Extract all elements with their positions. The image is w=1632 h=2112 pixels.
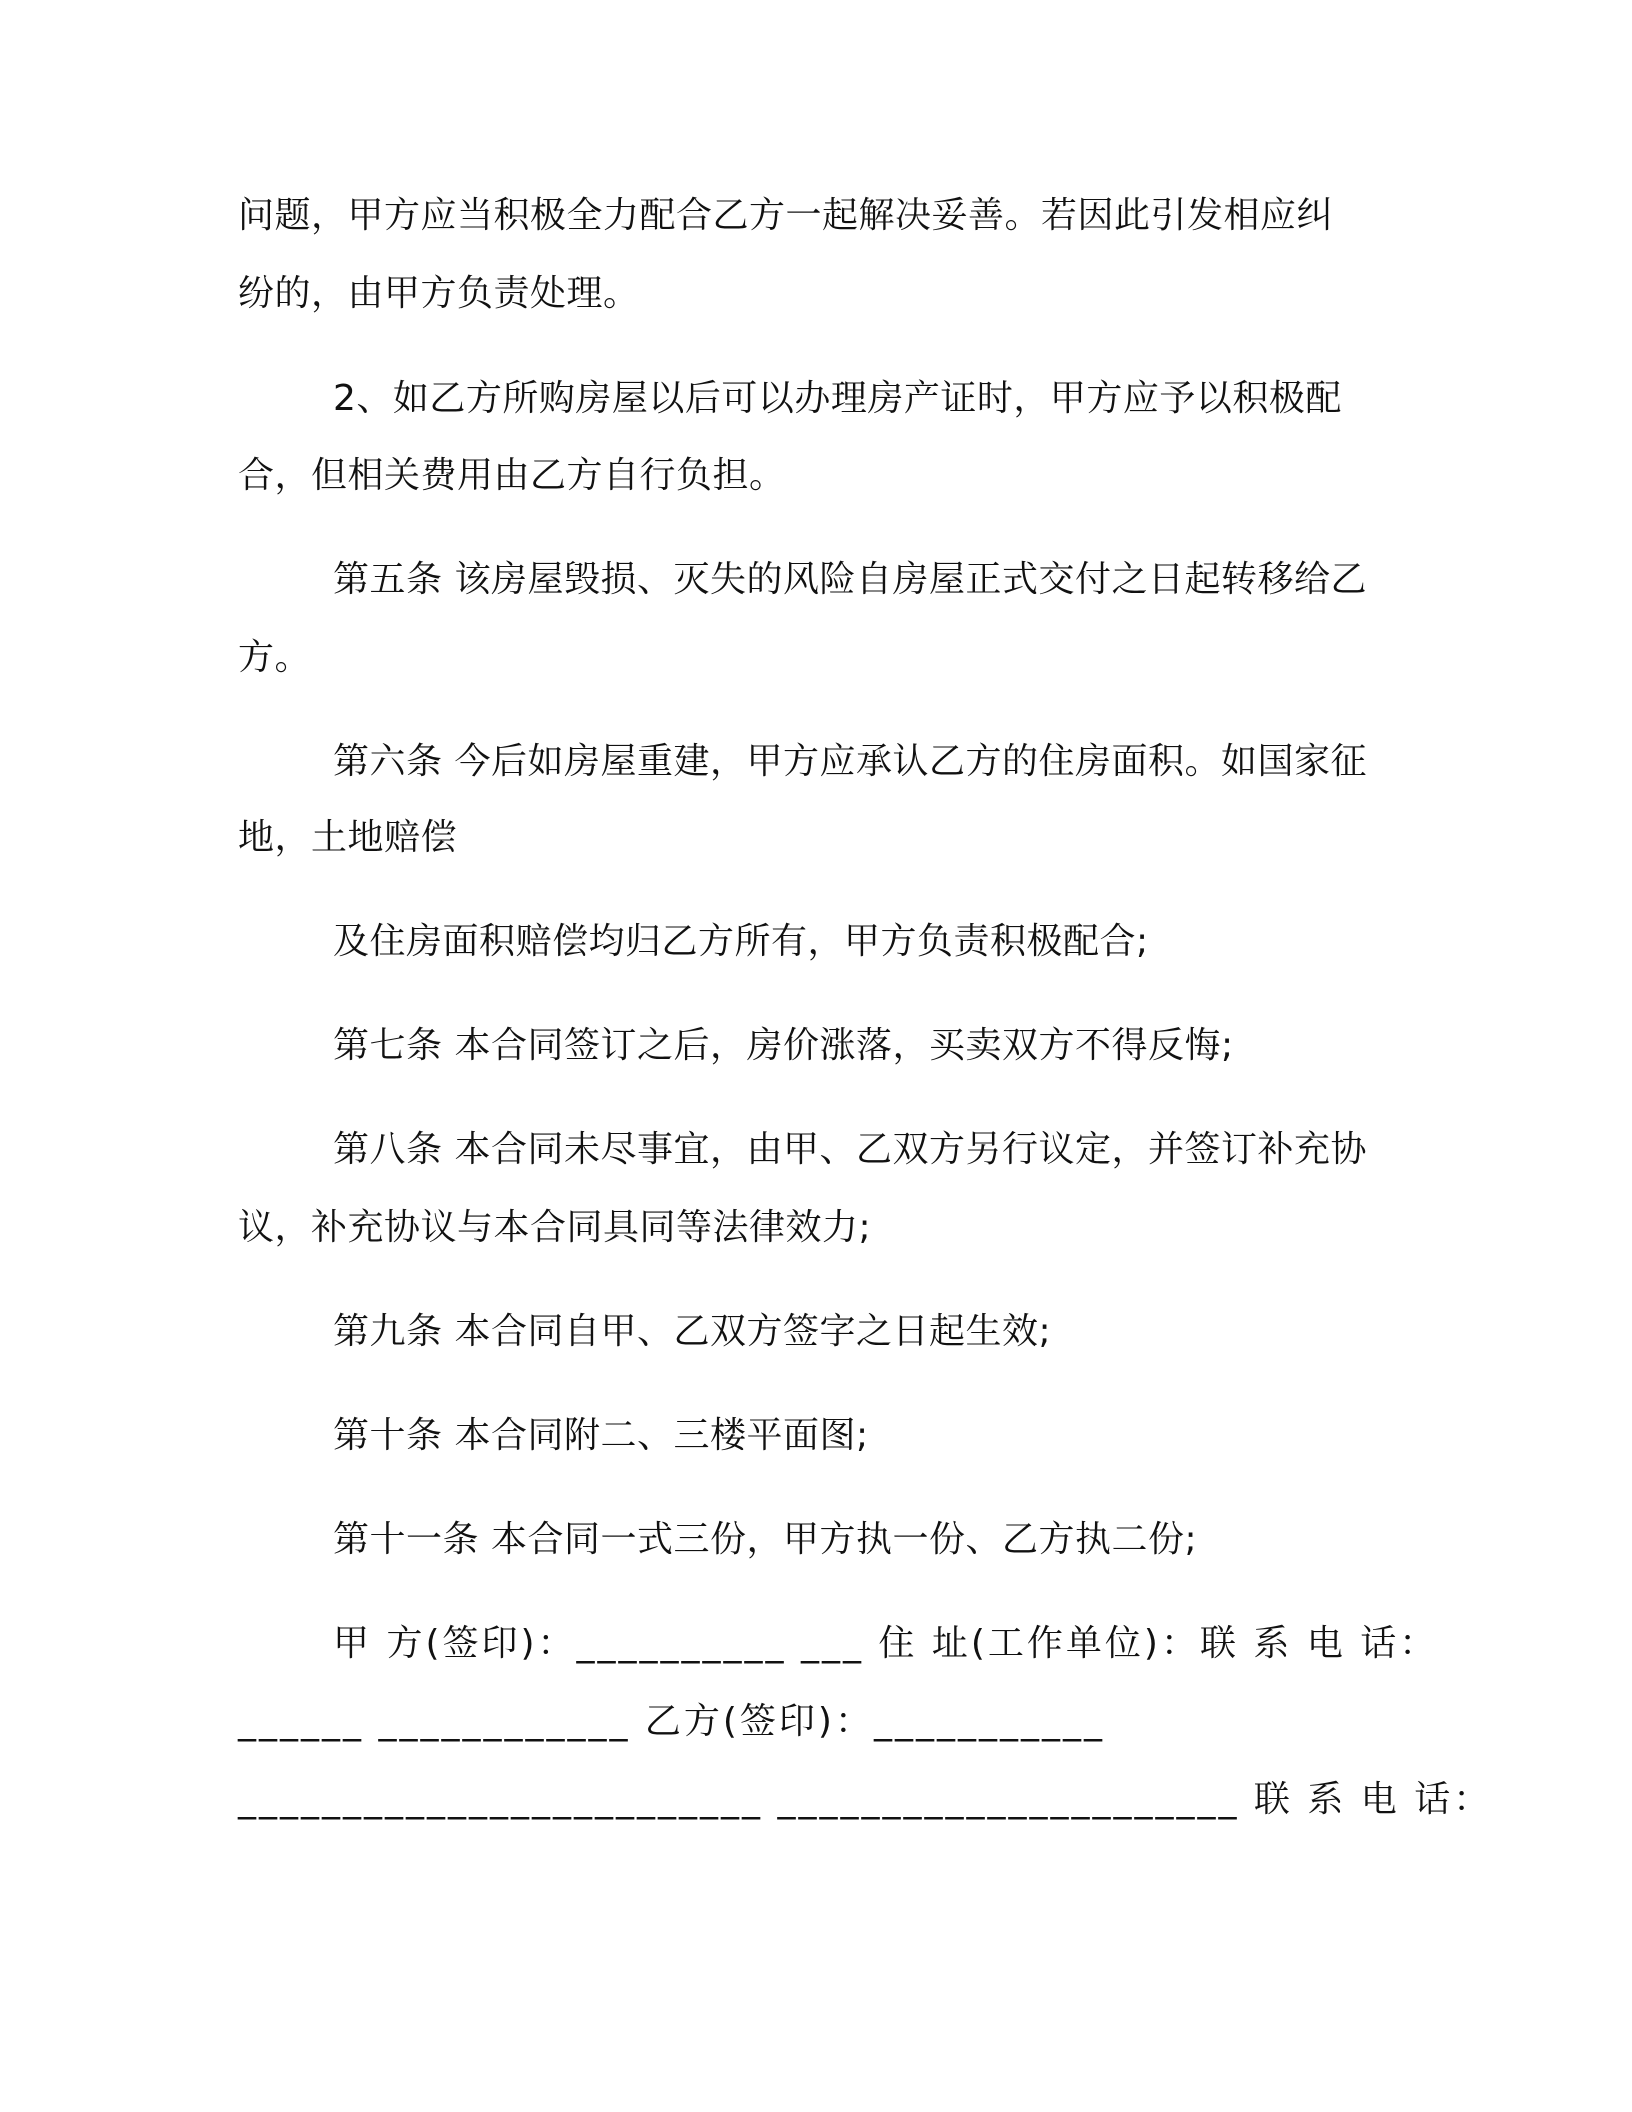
paragraph-line: 纷的，由甲方负责处理。 [238,273,640,314]
paragraph-line: 及住房面积赔偿均归乙方所有，甲方负责积极配合; [333,921,1149,962]
article-11-line: 第十一条 本合同一式三份，甲方执一份、乙方执二份; [333,1519,1198,1560]
paragraph-line: 合，但相关费用由乙方自行负担。 [238,455,786,496]
paragraph-line: 议，补充协议与本合同具同等法律效力; [238,1207,872,1248]
signature-line-contact: _________________________ ______________________ 联 系 电 话： [238,1779,1493,1820]
paragraph-line: 地，土地赔偿 [238,817,458,858]
signature-line-party-a: 甲 方(签印)：__________ ___ 住 址(工作单位)：联 系 电 话： [333,1623,1439,1664]
article-9-line: 第九条 本合同自甲、乙双方签字之日起生效; [333,1311,1052,1352]
article-5-line: 第五条 该房屋毁损、灭失的风险自房屋正式交付之日起转移给乙 [333,559,1367,600]
signature-line-party-b: ______ ____________ 乙方(签印)：___________ [238,1701,1105,1742]
paragraph-line: 问题，甲方应当积极全力配合乙方一起解决妥善。若因此引发相应纠 [238,195,1334,236]
article-8-line: 第八条 本合同未尽事宜，由甲、乙双方另行议定，并签订补充协 [333,1129,1367,1170]
article-7-line: 第七条 本合同签订之后，房价涨落，买卖双方不得反悔; [333,1025,1234,1066]
article-10-line: 第十条 本合同附二、三楼平面图; [333,1415,869,1456]
paragraph-line: 方。 [238,637,312,678]
clause-2-line: 2、如乙方所购房屋以后可以办理房产证时，甲方应予以积极配 [333,378,1342,419]
article-6-line: 第六条 今后如房屋重建，甲方应承认乙方的住房面积。如国家征 [333,741,1367,782]
